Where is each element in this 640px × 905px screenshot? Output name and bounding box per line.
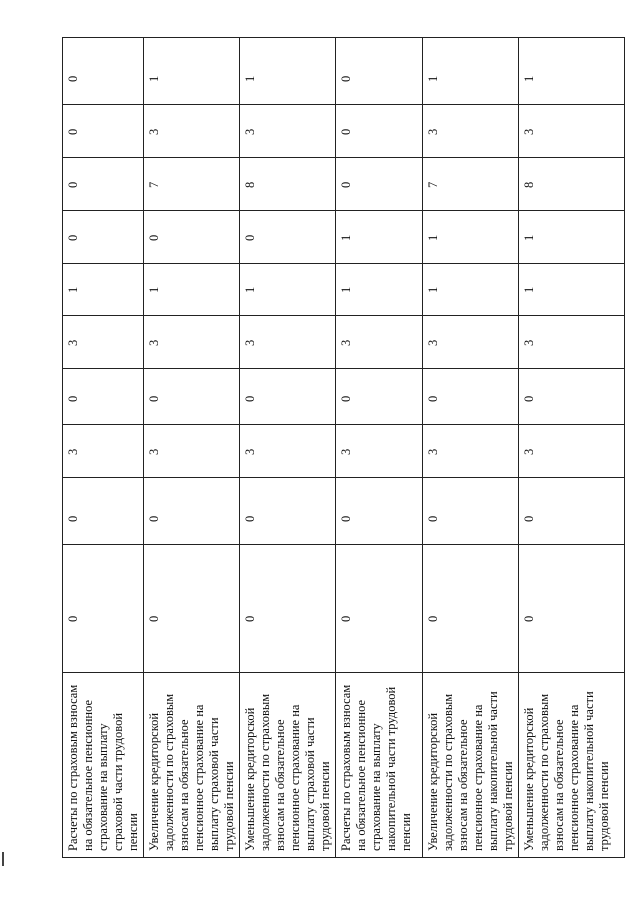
value-cell: 0 bbox=[519, 369, 625, 425]
value-cell: 0 bbox=[336, 478, 423, 545]
value-cell: 3 bbox=[63, 316, 144, 369]
value-cell: 3 bbox=[144, 425, 240, 478]
value-cell: 0 bbox=[63, 478, 144, 545]
value-cell: 3 bbox=[336, 316, 423, 369]
table-row bbox=[519, 38, 625, 858]
value-cell: 0 bbox=[144, 478, 240, 545]
value-cell: 3 bbox=[240, 316, 336, 369]
table-row bbox=[63, 38, 144, 858]
value-cell: 3 bbox=[144, 105, 240, 158]
value-cell: 3 bbox=[519, 316, 625, 369]
row-name-cell: Увеличение кредиторской задолженности по страховым взносам на обязательное пенсионное страхование на выплату страховой части трудовой пенсии bbox=[144, 673, 240, 858]
value-cell: 0 bbox=[63, 545, 144, 673]
value-cell: 0 bbox=[63, 38, 144, 105]
row-name-cell: Расчеты по страховым взносам на обязательное пенсионное страхование на выплату страховой части трудовой пенсии bbox=[63, 673, 144, 858]
value-cell: 7 bbox=[423, 158, 519, 211]
value-cell: 0 bbox=[336, 545, 423, 673]
table-row bbox=[423, 38, 519, 858]
value-cell: 0 bbox=[240, 369, 336, 425]
value-cell: 3 bbox=[240, 425, 336, 478]
value-cell: 0 bbox=[63, 158, 144, 211]
value-cell: 1 bbox=[423, 264, 519, 316]
value-cell: 7 bbox=[144, 158, 240, 211]
value-cell: 1 bbox=[240, 38, 336, 105]
value-cell: 0 bbox=[240, 545, 336, 673]
value-cell: 3 bbox=[423, 425, 519, 478]
value-cell: 1 bbox=[336, 264, 423, 316]
value-cell: 1 bbox=[63, 264, 144, 316]
value-cell: 0 bbox=[423, 478, 519, 545]
value-cell: 3 bbox=[423, 105, 519, 158]
value-cell: 1 bbox=[240, 264, 336, 316]
value-cell: 0 bbox=[63, 211, 144, 264]
value-cell: 0 bbox=[336, 369, 423, 425]
value-cell: 3 bbox=[423, 316, 519, 369]
row-name-cell: Расчеты по страховым взносам на обязательное пенсионное страхование на выплату накопительной части трудовой пенсии bbox=[336, 673, 423, 858]
value-cell: 8 bbox=[240, 158, 336, 211]
row-name-cell: Увеличение кредиторской задолженности по страховым взносам на обязательное пенсионное страхование на выплату накопительной части трудовой пенсии bbox=[423, 673, 519, 858]
value-cell: 0 bbox=[63, 369, 144, 425]
scan-edge-mark bbox=[2, 852, 4, 866]
value-cell: 0 bbox=[63, 105, 144, 158]
value-cell: 3 bbox=[144, 316, 240, 369]
value-cell: 0 bbox=[519, 478, 625, 545]
value-cell: 0 bbox=[423, 369, 519, 425]
value-cell: 3 bbox=[519, 105, 625, 158]
value-cell: 1 bbox=[519, 38, 625, 105]
value-cell: 1 bbox=[144, 38, 240, 105]
accounts-table bbox=[62, 37, 625, 858]
value-cell: 3 bbox=[519, 425, 625, 478]
value-cell: 3 bbox=[63, 425, 144, 478]
value-cell: 0 bbox=[336, 38, 423, 105]
value-cell: 0 bbox=[336, 105, 423, 158]
value-cell: 1 bbox=[423, 38, 519, 105]
rotated-table-container bbox=[62, 58, 611, 858]
value-cell: 0 bbox=[240, 478, 336, 545]
value-cell: 1 bbox=[519, 264, 625, 316]
value-cell: 8 bbox=[519, 158, 625, 211]
value-cell: 3 bbox=[336, 425, 423, 478]
value-cell: 0 bbox=[144, 545, 240, 673]
value-cell: 0 bbox=[240, 211, 336, 264]
value-cell: 0 bbox=[144, 211, 240, 264]
table-row bbox=[144, 38, 240, 858]
table-row bbox=[240, 38, 336, 858]
value-cell: 1 bbox=[423, 211, 519, 264]
row-name-cell: Уменьшение кредиторской задолженности по страховым взносам на обязательное пенсионное страхование на выплату накопительной части трудовой пенсии bbox=[519, 673, 625, 858]
value-cell: 0 bbox=[336, 158, 423, 211]
value-cell: 1 bbox=[144, 264, 240, 316]
value-cell: 1 bbox=[519, 211, 625, 264]
row-name-cell: Уменьшение кредиторской задолженности по страховым взносам на обязательное пенсионное страхование на выплату страховой части трудовой пенсии bbox=[240, 673, 336, 858]
value-cell: 3 bbox=[240, 105, 336, 158]
value-cell: 0 bbox=[144, 369, 240, 425]
value-cell: 0 bbox=[423, 545, 519, 673]
value-cell: 1 bbox=[336, 211, 423, 264]
value-cell: 0 bbox=[519, 545, 625, 673]
table-row bbox=[336, 38, 423, 858]
